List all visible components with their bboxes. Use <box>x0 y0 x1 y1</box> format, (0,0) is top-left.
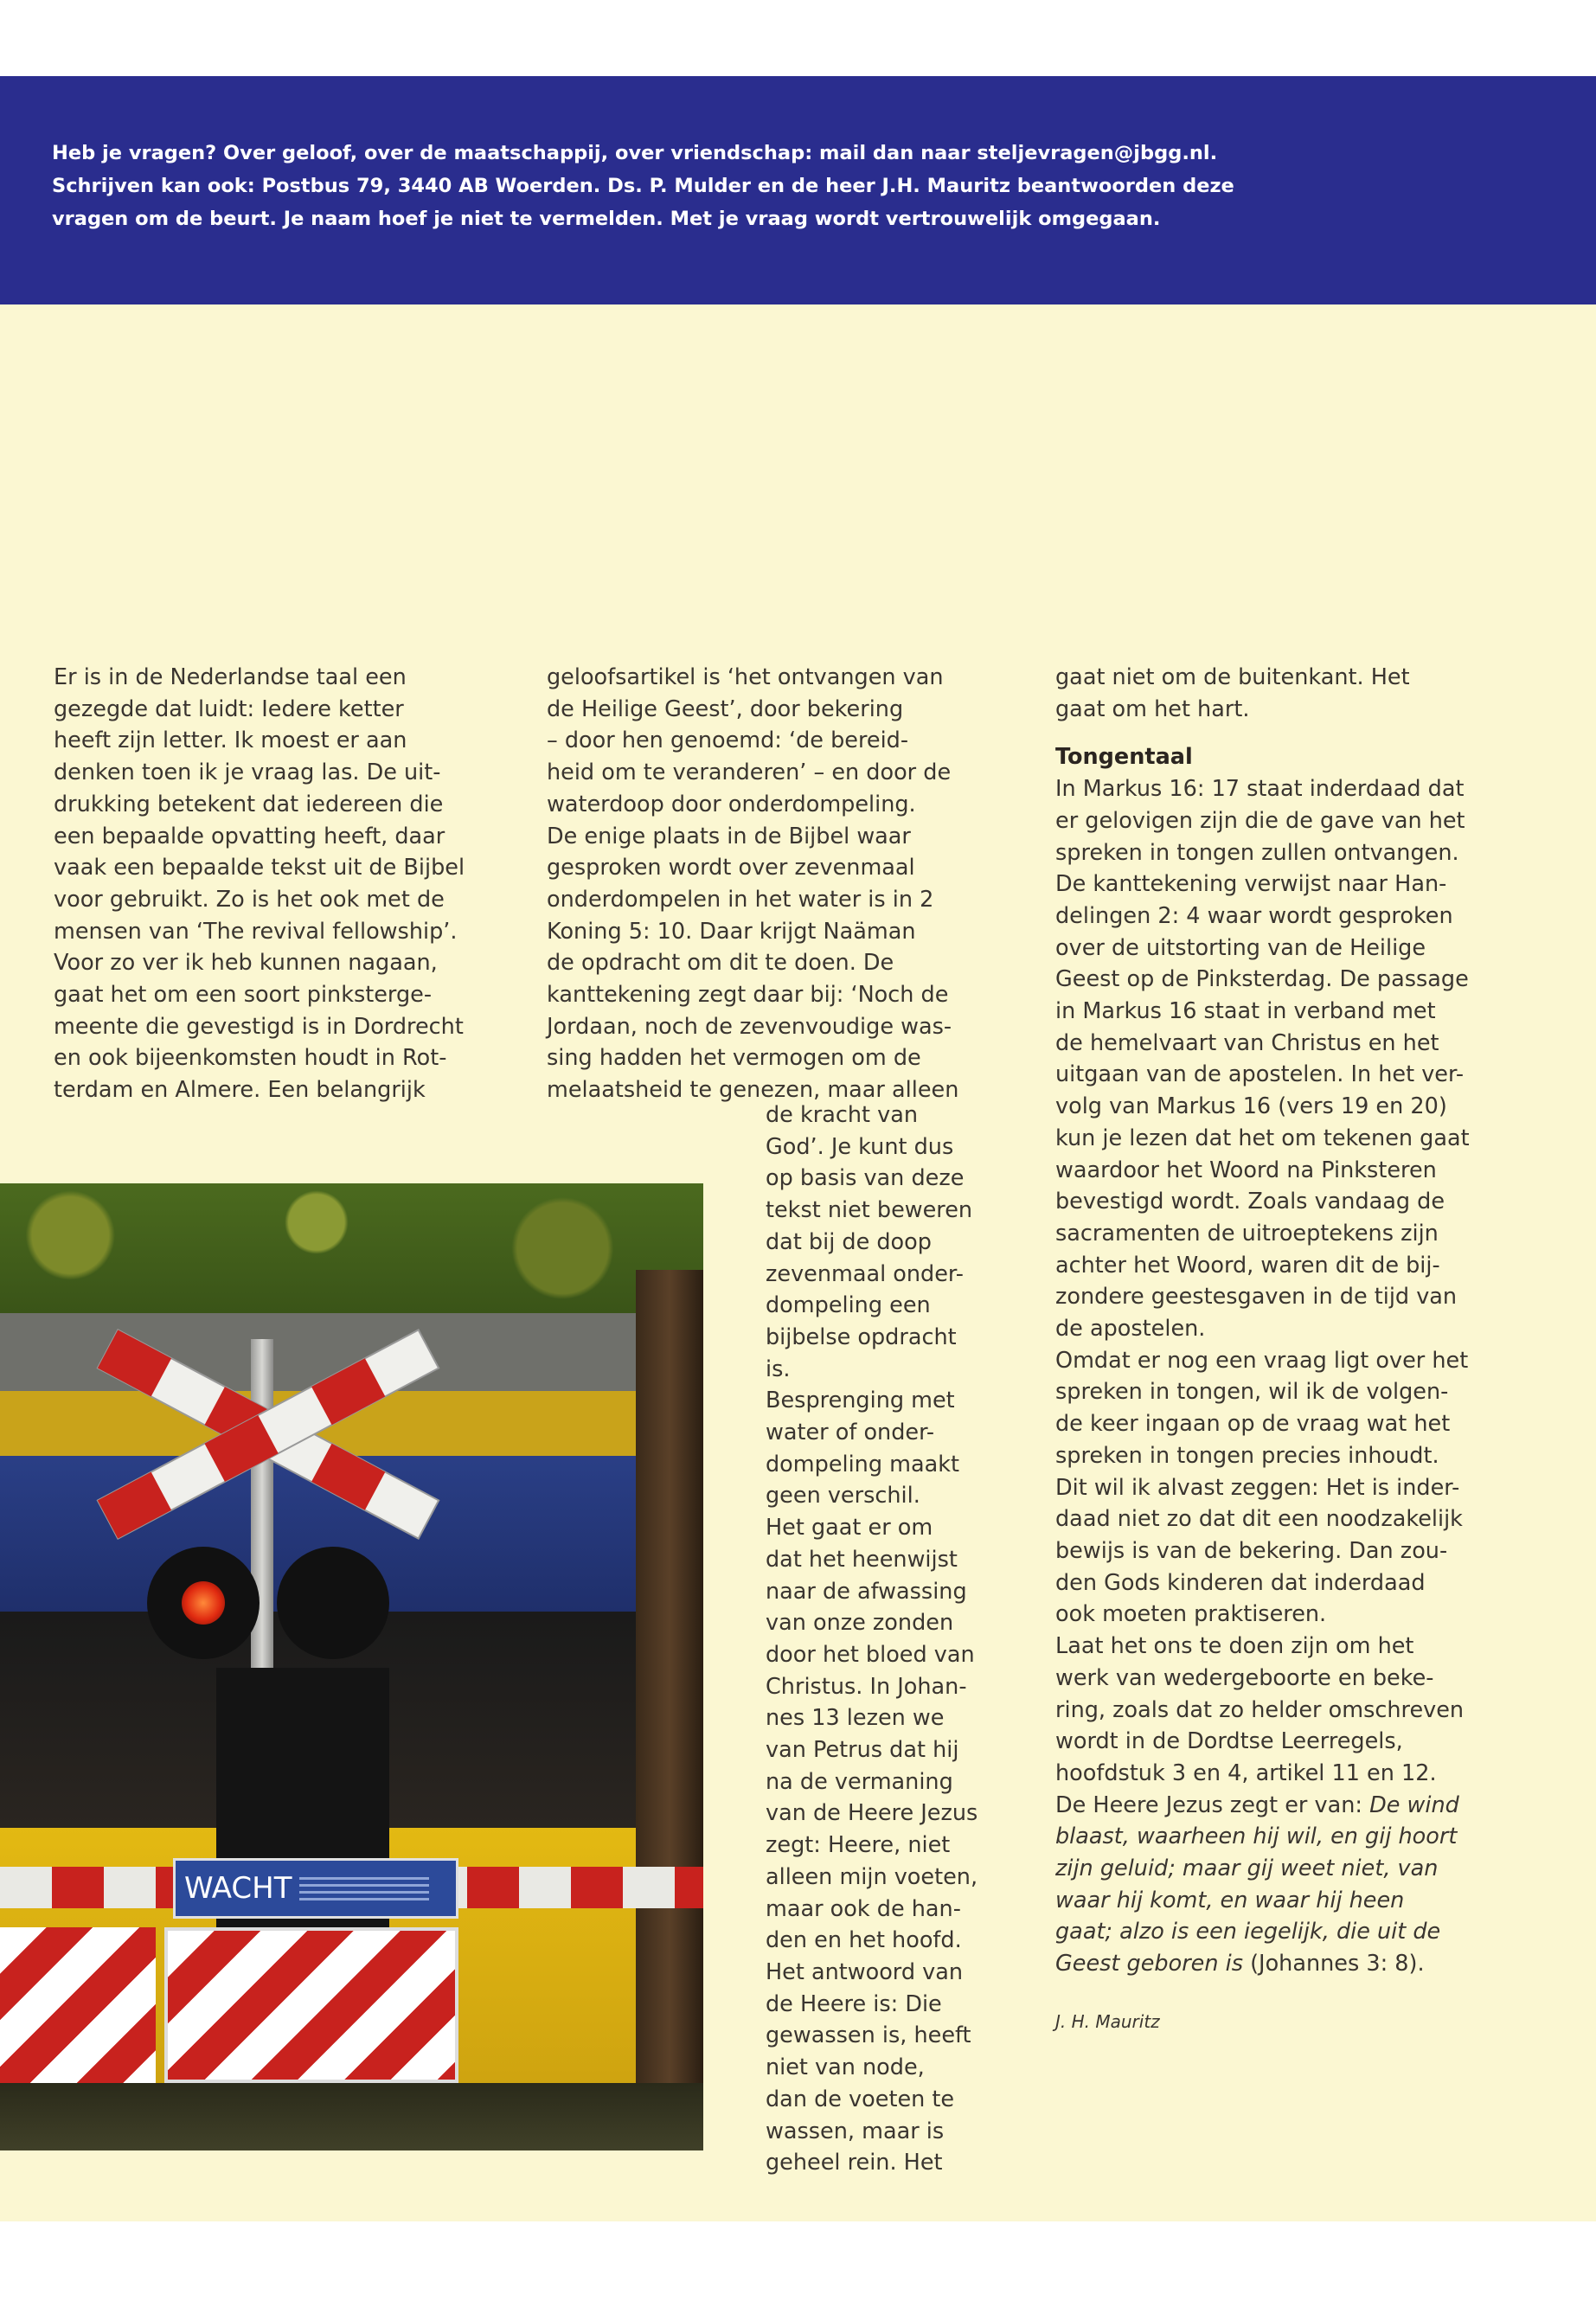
text-line: Voor zo ver ik heb kunnen nagaan, <box>54 950 438 977</box>
text-line: maar ook de han- <box>766 1895 961 1922</box>
text-line: voor gebruikt. Zo is het ook met de <box>54 886 445 913</box>
quote-reference: (Johannes 3: 8). <box>1243 1951 1425 1977</box>
text-line: In Markus 16: 17 staat inderdaad dat <box>1055 776 1465 803</box>
text-line: dompeling maakt <box>766 1451 959 1477</box>
text-line: werk van wedergeboorte en beke- <box>1055 1664 1434 1691</box>
text-line: dat bij de doop <box>766 1228 932 1255</box>
text-line: bewijs is van de bekering. Dan zou- <box>1055 1537 1448 1564</box>
text-line: na de vermaning <box>766 1768 953 1795</box>
wacht-sign <box>173 1858 458 1919</box>
text-line: melaatsheid te genezen, maar alleen <box>547 1077 959 1104</box>
text-line: waardoor het Woord na Pinksteren <box>1055 1157 1437 1183</box>
text-line: sacramenten de uitroeptekens zijn <box>1055 1220 1439 1247</box>
text-line: dompeling een <box>766 1292 931 1319</box>
text-line: wassen, maar is <box>766 2118 945 2144</box>
text-line: waterdoop door onderdompeling. <box>547 791 916 817</box>
banner-line: vragen om de beurt. Je naam hoef je niet te vermelden. Met je vraag wordt vertrouwelijk omgegaan. <box>52 208 1161 230</box>
text-line: den Gods kinderen dat inderdaad <box>1055 1569 1426 1596</box>
article-column-1 <box>54 662 521 1106</box>
text-line: heid om te veranderen’ – en door de <box>547 760 952 786</box>
text-line: geloofsartikel is ‘het ontvangen van <box>547 664 944 690</box>
text-line: kun je lezen dat het om tekenen gaat <box>1055 1125 1470 1151</box>
text-line: De kanttekening verwijst naar Han- <box>1055 871 1447 898</box>
wacht-sign-text: WACHT <box>184 1871 292 1906</box>
text-line: – door hen genoemd: ‘de bereid- <box>547 727 909 754</box>
red-lens <box>182 1581 225 1625</box>
text-line: en ook bijeenkomsten houdt in Rot- <box>54 1045 447 1072</box>
text-line: drukking betekent dat iedereen die <box>54 791 444 817</box>
text-line: gaat niet om de buitenkant. Het <box>1055 664 1410 690</box>
text-line: den en het hoofd. <box>766 1927 962 1954</box>
text-line: wordt in de Dordtse Leerregels, <box>1055 1728 1403 1755</box>
text-line: Er is in de Nederlandse taal een <box>54 664 407 690</box>
text-line: de apostelen. <box>1055 1316 1206 1343</box>
text-line: God’. Je kunt dus <box>766 1133 954 1160</box>
text-line: een bepaalde opvatting heeft, daar <box>54 823 445 849</box>
text-line: van de Heere Jezus <box>766 1800 978 1827</box>
text-line: spreken in tongen zullen ontvangen. <box>1055 839 1459 866</box>
text-line: ring, zoals dat zo helder omschreven <box>1055 1696 1465 1723</box>
text-line: geheel rein. Het <box>766 2150 943 2176</box>
text-line: Laat het ons te doen zijn om het <box>1055 1633 1414 1660</box>
text-line: Besprenging met <box>766 1388 955 1414</box>
text-line: daad niet zo dat dit een noodzakelijk <box>1055 1506 1463 1533</box>
text-line: mensen van ‘The revival fellowship’. <box>54 918 458 945</box>
railway-crossing-photo <box>0 1183 703 2150</box>
quote-line: zijn geluid; maar gij weet niet, van <box>1055 1856 1439 1882</box>
text-line: tekst niet beweren <box>766 1197 973 1224</box>
text-line: niet van node, <box>766 2054 925 2081</box>
text-line: bevestigd wordt. Zoals vandaag de <box>1055 1189 1445 1215</box>
text-line: de keer ingaan op de vraag wat het <box>1055 1411 1451 1438</box>
text-line: onderdompelen in het water is in 2 <box>547 886 934 913</box>
text-line: er gelovigen zijn die de gave van het <box>1055 807 1465 834</box>
info-banner <box>0 76 1596 304</box>
text-line: Christus. In Johan- <box>766 1673 967 1700</box>
text-line: achter het Woord, waren dit de bij- <box>1055 1252 1440 1279</box>
text-line: Dit wil ik alvast zeggen: Het is inder- <box>1055 1474 1460 1501</box>
text-line: Het gaat er om <box>766 1515 933 1541</box>
text-line: spreken in tongen, wil ik de volgen- <box>1055 1379 1449 1406</box>
text-line: gewassen is, heeft <box>766 2022 971 2049</box>
text-line: denken toen ik je vraag las. De uit- <box>54 760 441 786</box>
text-line: delingen 2: 4 waar wordt gesproken <box>1055 902 1453 929</box>
signal-light-red <box>147 1547 260 1659</box>
banner-line: Heb je vragen? Over geloof, over de maatschappij, over vriendschap: mail dan naar steljevragen@jbgg.nl. <box>52 142 1218 164</box>
text-line: water of onder- <box>766 1420 935 1446</box>
text-line: ook moeten praktiseren. <box>1055 1601 1327 1628</box>
text-line: uitgaan van de apostelen. In het ver- <box>1055 1061 1465 1088</box>
text-line: zondere geestesgaven in de tijd van <box>1055 1284 1458 1311</box>
text-line: gaat om het hart. <box>1055 695 1250 722</box>
text-line: kanttekening zegt daar bij: ‘Noch de <box>547 982 949 1009</box>
quote-line: blaast, waarheen hij wil, en gij hoort <box>1055 1823 1458 1850</box>
text-line: spreken in tongen precies inhoudt. <box>1055 1442 1439 1469</box>
quote-line <box>1055 1948 1557 1980</box>
text-line: dat het heenwijst <box>766 1546 958 1573</box>
text-line: is. <box>766 1356 791 1382</box>
text-line: gaat het om een soort pinksterge- <box>54 982 433 1009</box>
quote-lead: De Heere Jezus zegt er van: <box>1055 1791 1370 1818</box>
text-line: volg van Markus 16 (vers 19 en 20) <box>1055 1093 1447 1120</box>
text-line: door het bloed van <box>766 1641 975 1668</box>
text-line: de kracht van <box>766 1102 919 1128</box>
text-line: van Petrus dat hij <box>766 1737 959 1764</box>
text-line: over de uitstorting van de Heilige <box>1055 934 1426 961</box>
article-column-3 <box>1055 662 1557 2038</box>
trees <box>0 1183 703 1313</box>
st-andrews-cross-icon <box>95 1304 441 1564</box>
text-line: Omdat er nog een vraag ligt over het <box>1055 1347 1469 1374</box>
text-line: Jordaan, noch de zevenvoudige was- <box>547 1013 952 1040</box>
text-line: in Markus 16 staat in verband met <box>1055 998 1436 1025</box>
text-line: De enige plaats in de Bijbel waar <box>547 823 911 849</box>
author-signature: J. H. Mauritz <box>1055 2010 1160 2032</box>
quote-line <box>1055 1790 1557 1822</box>
text-line: sing hadden het vermogen om de <box>547 1045 921 1072</box>
article-column-2-continued <box>766 1099 1025 2179</box>
text-line: Koning 5: 10. Daar krijgt Naäman <box>547 918 916 945</box>
section-heading: Tongentaal <box>1055 744 1193 771</box>
text-line: de Heilige Geest’, door bekering <box>547 695 904 722</box>
text-line: gezegde dat luidt: Iedere ketter <box>54 695 404 722</box>
signal-light-dark <box>277 1547 389 1659</box>
banner-line: Schrijven kan ook: Postbus 79, 3440 AB Woerden. Ds. P. Mulder en de heer J.H. Mauritz beantwoorden deze <box>52 175 1234 197</box>
quote-text: Geest geboren is <box>1055 1951 1243 1977</box>
hazard-sign <box>164 1927 458 2083</box>
quote-line: gaat; alzo is een iegelijk, die uit de <box>1055 1919 1441 1945</box>
ground <box>0 2083 703 2150</box>
text-line: zegt: Heere, niet <box>766 1832 951 1859</box>
text-line: de Heere is: Die <box>766 1990 942 2017</box>
sign-small-print <box>299 1877 429 1903</box>
text-line: terdam en Almere. Een belangrijk <box>54 1077 426 1104</box>
text-line: bijbelse opdracht <box>766 1324 957 1350</box>
text-line: de opdracht om dit te doen. De <box>547 950 894 977</box>
hazard-sign-left <box>0 1927 156 2083</box>
quote-line: waar hij komt, en waar hij heen <box>1055 1887 1405 1913</box>
text-line: op basis van deze <box>766 1165 965 1192</box>
text-line: hoofdstuk 3 en 4, artikel 11 en 12. <box>1055 1759 1437 1786</box>
text-line: vaak een bepaalde tekst uit de Bijbel <box>54 855 465 881</box>
text-line: dan de voeten te <box>766 2086 955 2112</box>
text-line: heeft zijn letter. Ik moest er aan <box>54 727 407 754</box>
text-line: zevenmaal onder- <box>766 1260 964 1287</box>
text-line: van onze zonden <box>766 1610 954 1637</box>
text-line: Geest op de Pinksterdag. De passage <box>1055 966 1469 993</box>
text-line: alleen mijn voeten, <box>766 1863 978 1890</box>
text-line: geen verschil. <box>766 1483 920 1509</box>
text-line: meente die gevestigd is in Dordrecht <box>54 1013 464 1040</box>
tree-trunk <box>636 1270 703 2150</box>
text-line: nes 13 lezen we <box>766 1705 945 1732</box>
text-line: Het antwoord van <box>766 1958 964 1985</box>
quote-text: De wind <box>1369 1791 1459 1818</box>
text-line: naar de afwassing <box>766 1578 967 1605</box>
text-line: de hemelvaart van Christus en het <box>1055 1029 1439 1056</box>
text-line: gesproken wordt over zevenmaal <box>547 855 915 881</box>
article-column-2 <box>547 662 1031 1106</box>
